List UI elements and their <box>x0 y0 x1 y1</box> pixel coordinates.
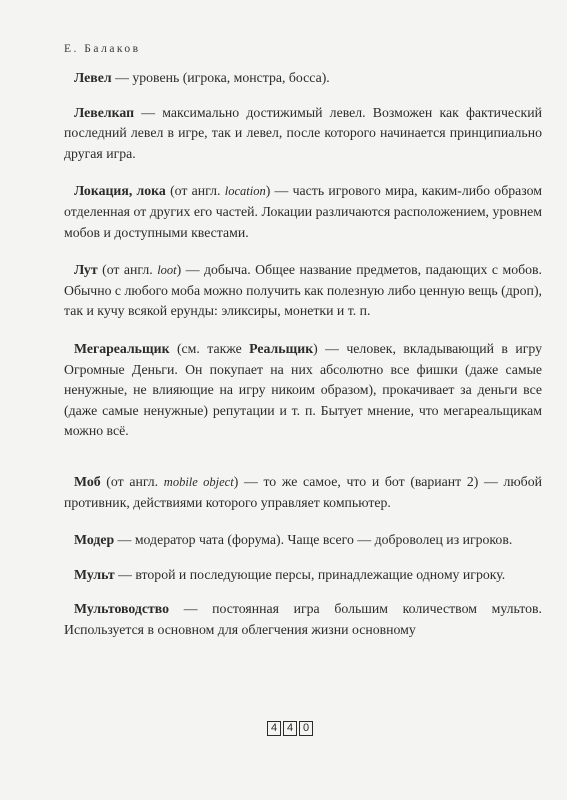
entry-definition: ) — часть игрового мира, каким-либо образом отделенная от других его частей. Локации различаются расположением, уровнем мобов и доступными квестами. <box>64 183 542 240</box>
entry-term: Левелкап <box>74 104 135 120</box>
entry-prefix: (от англ. <box>100 473 164 489</box>
entry-definition: ) — добыча. Общее название предметов, падающих с мобов. Обычно с любого моба можно получить как полезную либо ценную вещь (дроп), так и кучу всякой ерунды: эликсиры, монетки и т. п. <box>64 262 542 319</box>
entry-definition: ) — то же самое, что и бот (вариант 2) — любой противник, действиями которого управляет компьютер. <box>64 473 542 510</box>
page-number-digit: 4 <box>283 721 297 736</box>
entry-term: Лут <box>74 262 98 278</box>
entry-english-origin: mobile object <box>163 474 234 489</box>
page-number <box>267 721 313 736</box>
entry-english-origin: loot <box>157 263 177 278</box>
entry-prefix: (см. также <box>169 340 250 356</box>
entry-term: Локация, лока <box>74 183 166 199</box>
entry-definition: — максимально достижимый левел. Возможен как фактический последний левел в игре, так и левел, после которого начинается принципиально другая игра. <box>64 104 542 161</box>
entry-definition: ) — человек, вкладывающий в игру Огромные Деньги. Он покупает на них абсолютно все фишки (даже самые ненужные, не влияющие на игру никоим образом), прокачивает за деньги все (даже самые ненужные) репутации и т. п. Бытует мнение, что мегареальщикам можно всё. <box>64 340 542 439</box>
entry-term: Мегареальщик <box>74 340 170 356</box>
entry-megarealshchik <box>64 339 542 442</box>
entry-loot <box>64 260 542 322</box>
entry-term: Левел <box>74 70 112 85</box>
entry-definition: — постоянная игра большим количеством мультов. Используется в основном для облегчения жизни основному <box>64 601 542 637</box>
entry-definition: — уровень (игрока, монстра, босса). <box>111 70 330 85</box>
entry-term: Мультоводство <box>74 601 170 617</box>
running-header: Е. Балаков <box>64 43 141 55</box>
entry-multovodstvo <box>64 599 542 640</box>
entry-prefix: (от англ. <box>165 183 225 199</box>
entry-prefix: (от англ. <box>97 262 158 278</box>
entry-definition: — второй и последующие персы, принадлежащие одному игроку. <box>114 566 506 582</box>
entry-levelcap <box>64 103 542 165</box>
glossary-entries <box>64 68 542 640</box>
entry-term: Мульт <box>74 566 115 582</box>
entry-cross-reference: Реальщик <box>249 340 314 356</box>
entry-term: Модер <box>74 532 115 548</box>
entry-english-origin: location <box>224 184 266 199</box>
entry-term: Моб <box>74 473 101 489</box>
entry-location <box>64 181 542 243</box>
entry-level <box>64 68 542 89</box>
entry-moder <box>64 530 542 551</box>
entry-mult <box>64 565 542 586</box>
page-number-digit: 0 <box>299 721 313 736</box>
entry-definition: — модератор чата (форума). Чаще всего — доброволец из игроков. <box>114 532 513 548</box>
entry-mob <box>64 472 542 513</box>
page-number-digit: 4 <box>267 721 281 736</box>
